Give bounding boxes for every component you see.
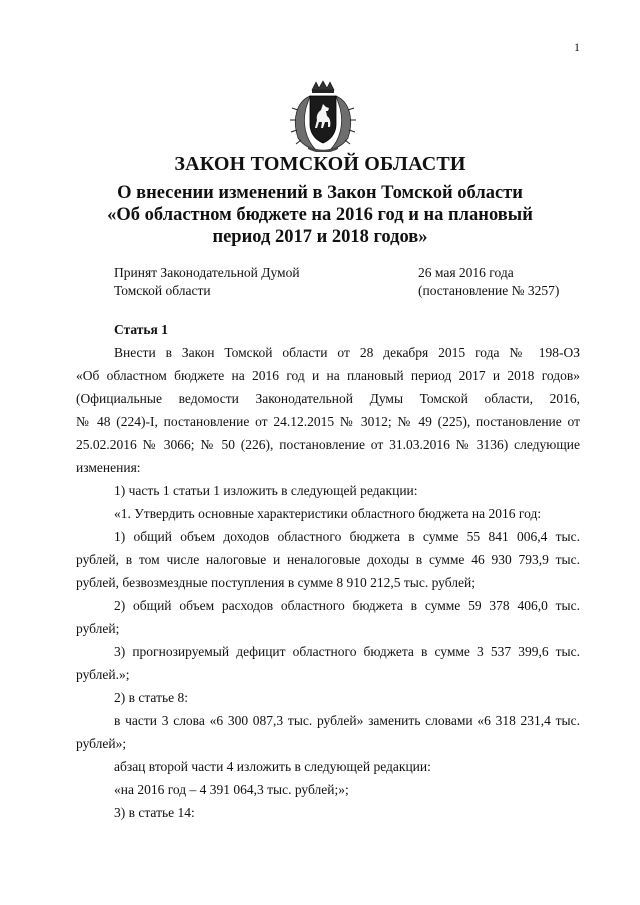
body-line: «на 2016 год – 4 391 064,3 тыс. рублей;»; xyxy=(114,782,349,797)
law-title: ЗАКОН ТОМСКОЙ ОБЛАСТИ xyxy=(174,153,466,175)
resolution-number: (постановление № 3257) xyxy=(418,283,560,298)
subject-line: период 2017 и 2018 годов» xyxy=(212,227,428,247)
body-line: Внести в Закон Томской области от 28 декабря 2015 года № 198-ОЗ xyxy=(114,345,580,360)
body-line: изменения: xyxy=(76,460,141,475)
body-line: 25.02.2016 № 3066; № 50 (226), постановление от 31.03.2016 № 3136) следующие xyxy=(76,437,580,452)
adoption-date-line: 26 мая 2016 года xyxy=(418,265,514,280)
body-line: 1) общий объем доходов областного бюджета в сумме 55 841 006,4 тыс. xyxy=(114,529,580,544)
body-line: абзац второй части 4 изложить в следующей редакции: xyxy=(114,759,431,774)
body-line: рублей»; xyxy=(76,736,127,751)
adopted-by-line: Томской области xyxy=(114,283,211,298)
page-number: 1 xyxy=(574,40,580,54)
tomsk-oblast-coat-of-arms-icon xyxy=(288,80,358,152)
body-line: рублей; xyxy=(76,621,120,636)
body-line: 3) в статье 14: xyxy=(114,805,195,820)
article-body xyxy=(76,341,580,824)
body-line: 1) часть 1 статьи 1 изложить в следующей редакции: xyxy=(114,483,418,498)
body-line: рублей, безвозмездные поступления в сумме 8 910 212,5 тыс. рублей; xyxy=(76,575,475,590)
body-line: 2) в статье 8: xyxy=(114,690,188,705)
body-line: рублей, в том числе налоговые и неналоговые доходы в сумме 46 930 793,9 тыс. xyxy=(76,552,580,567)
adopted-by xyxy=(114,264,300,300)
body-line: рублей.»; xyxy=(76,667,130,682)
subject-line: О внесении изменений в Закон Томской области xyxy=(117,183,523,203)
subject-line: «Об областном бюджете на 2016 год и на плановый xyxy=(107,205,533,225)
adopted-by-line: Принят Законодательной Думой xyxy=(114,265,300,280)
body-line: 2) общий объем расходов областного бюджета в сумме 59 378 406,0 тыс. xyxy=(114,598,580,613)
body-line: «1. Утвердить основные характеристики областного бюджета на 2016 год: xyxy=(114,506,542,521)
body-line: (Официальные ведомости Законодательной Думы Томской области, 2016, xyxy=(76,391,580,406)
adoption-date xyxy=(418,264,559,300)
body-line: в части 3 слова «6 300 087,3 тыс. рублей» заменить словами «6 318 231,4 тыс. xyxy=(114,713,580,728)
law-subject xyxy=(0,182,640,248)
body-line: «Об областном бюджете на 2016 год и на плановый период 2017 и 2018 годов» xyxy=(76,368,580,383)
article-heading: Статья 1 xyxy=(114,322,168,337)
body-line: 3) прогнозируемый дефицит областного бюджета в сумме 3 537 399,6 тыс. xyxy=(114,644,580,659)
body-line: № 48 (224)-I, постановление от 24.12.2015 № 3012; № 49 (225), постановление от xyxy=(76,414,580,429)
